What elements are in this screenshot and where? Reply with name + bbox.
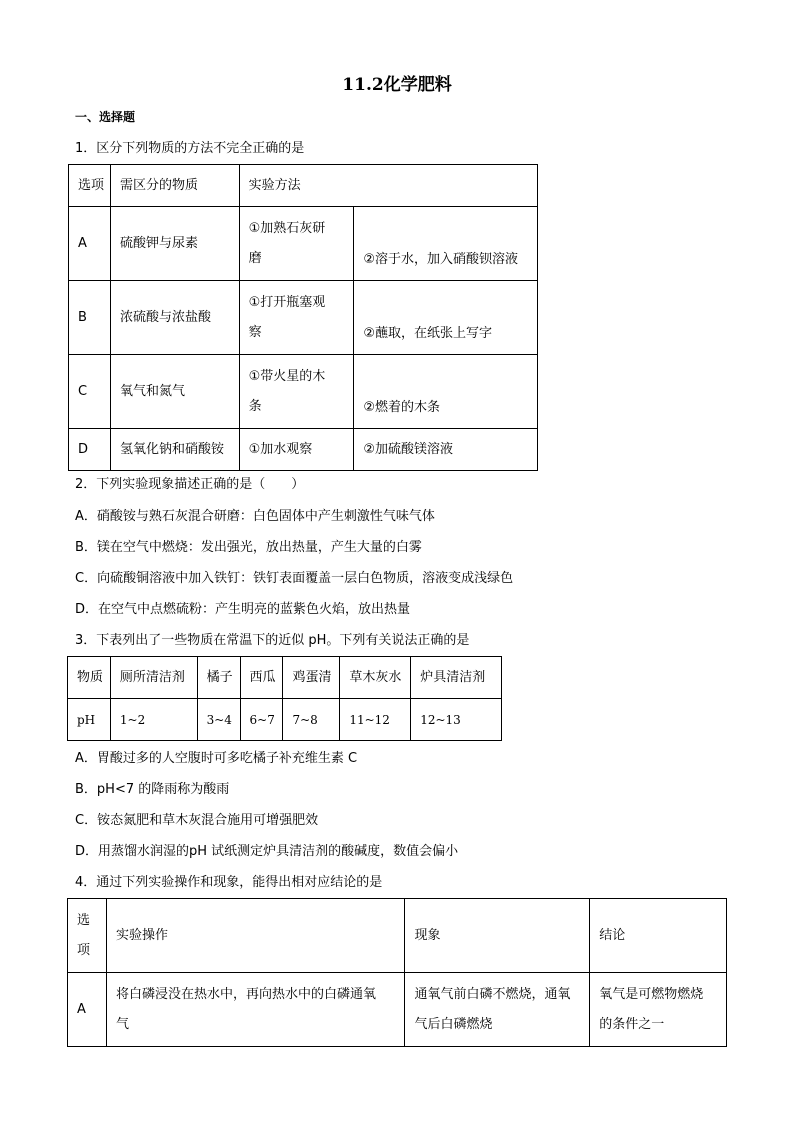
- header-operation: 实验操作: [106, 899, 405, 973]
- table-row: [68, 699, 502, 741]
- value-cell: pH: [68, 699, 111, 741]
- option-cell: B: [69, 281, 111, 355]
- header-cell: 西瓜: [240, 657, 283, 699]
- table-header-row: [69, 165, 538, 207]
- section-heading: 一、选择题: [75, 110, 136, 124]
- value-cell: 1~2: [110, 699, 197, 741]
- q1-table: [68, 164, 538, 471]
- table-header-row: [68, 899, 727, 973]
- header-conclusion: 结论: [590, 899, 727, 973]
- option-cell: A: [69, 207, 111, 281]
- value-cell: 7~8: [283, 699, 340, 741]
- option-cell: D: [69, 429, 111, 471]
- table-row: [68, 973, 727, 1047]
- table-row: [69, 207, 538, 281]
- operation-cell: 将白磷浸没在热水中，再向热水中的白磷通氧 气: [106, 973, 405, 1047]
- header-cell: 炉具清洁剂: [411, 657, 502, 699]
- q3-ph-table: [67, 656, 502, 741]
- value-cell: 3~4: [197, 699, 240, 741]
- option-cell: C: [69, 355, 111, 429]
- q3-stem: 3．下表列出了一些物质在常温下的近似 pH。下列有关说法正确的是: [75, 633, 470, 648]
- q2-option-a: A．硝酸铵与熟石灰混合研磨：白色固体中产生刺激性气味气体: [75, 509, 435, 524]
- header-cell: 厕所清洁剂: [110, 657, 197, 699]
- method2-cell: ②溶于水，加入硝酸钡溶液: [354, 207, 538, 281]
- header-phenomenon: 现象: [405, 899, 590, 973]
- subject-cell: 氢氧化钠和硝酸铵: [110, 429, 239, 471]
- value-cell: 12~13: [411, 699, 502, 741]
- header-option: 选项: [69, 165, 111, 207]
- method1-cell: ①带火星的木 条: [239, 355, 354, 429]
- q3-option-a: A．胃酸过多的人空腹时可多吃橘子补充维生素 C: [75, 751, 358, 766]
- phenomenon-cell: 通氧气前白磷不燃烧，通氧 气后白磷燃烧: [405, 973, 590, 1047]
- method1-cell: ①打开瓶塞观 察: [239, 281, 354, 355]
- q3-option-d: D．用蒸馏水润湿的pH 试纸测定炉具清洁剂的酸碱度，数值会偏小: [75, 844, 459, 859]
- q2-stem: 2．下列实验现象描述正确的是（ ）: [75, 477, 305, 492]
- header-method: 实验方法: [239, 165, 537, 207]
- header-subject: 需区分的物质: [110, 165, 239, 207]
- q4-stem: 4．通过下列实验操作和现象，能得出相对应结论的是: [75, 875, 383, 890]
- table-row: [69, 281, 538, 355]
- q4-table: [67, 898, 727, 1047]
- subject-cell: 浓硫酸与浓盐酸: [110, 281, 239, 355]
- header-cell: 物质: [68, 657, 111, 699]
- subject-cell: 氧气和氮气: [110, 355, 239, 429]
- q2-option-d: D．在空气中点燃硫粉：产生明亮的蓝紫色火焰，放出热量: [75, 602, 411, 617]
- method1-cell: ①加熟石灰研 磨: [239, 207, 354, 281]
- subject-cell: 硫酸钾与尿素: [110, 207, 239, 281]
- option-cell: A: [68, 973, 107, 1047]
- header-cell: 草木灰水: [340, 657, 411, 699]
- header-cell: 橘子: [197, 657, 240, 699]
- header-option: 选 项: [68, 899, 107, 973]
- page-title: 11.2化学肥料: [342, 75, 452, 95]
- method1-cell: ①加水观察: [239, 429, 354, 471]
- method2-cell: ②加硫酸镁溶液: [354, 429, 538, 471]
- conclusion-cell: 氧气是可燃物燃烧 的条件之一: [590, 973, 727, 1047]
- value-cell: 6~7: [240, 699, 283, 741]
- method2-cell: ②燃着的木条: [354, 355, 538, 429]
- header-cell: 鸡蛋清: [283, 657, 340, 699]
- q3-option-c: C．铵态氮肥和草木灰混合施用可增强肥效: [75, 813, 319, 828]
- q3-option-b: B．pH<7 的降雨称为酸雨: [75, 782, 230, 797]
- q2-option-c: C．向硫酸铜溶液中加入铁钉：铁钉表面覆盖一层白色物质，溶液变成浅绿色: [75, 571, 514, 586]
- value-cell: 11~12: [340, 699, 411, 741]
- table-row: [69, 355, 538, 429]
- q2-option-b: B．镁在空气中燃烧：发出强光，放出热量，产生大量的白雾: [75, 540, 422, 555]
- q1-stem: 1．区分下列物质的方法不完全正确的是: [75, 141, 305, 156]
- method2-cell: ②蘸取，在纸张上写字: [354, 281, 538, 355]
- table-row: [69, 429, 538, 471]
- table-header-row: [68, 657, 502, 699]
